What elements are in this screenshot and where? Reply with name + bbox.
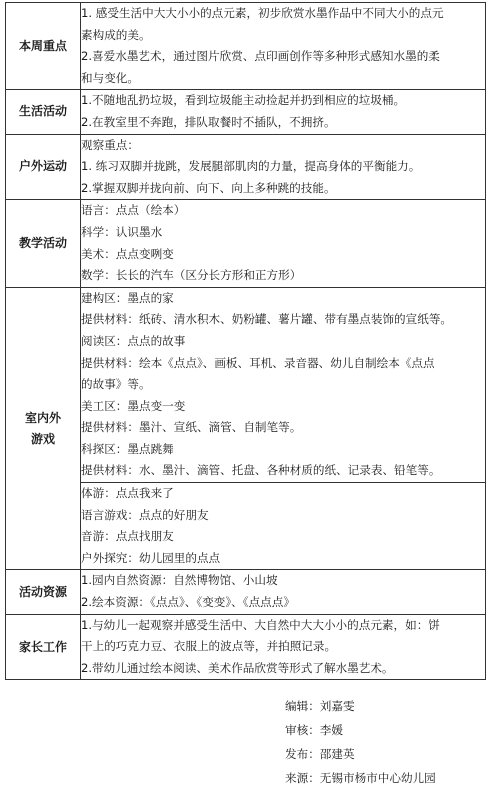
content-outdoor-sports: [81, 134, 486, 200]
content-parent-work: [81, 614, 486, 680]
focus-line-2: 素构成的美。: [81, 27, 151, 42]
resources-line-1: 1.园内自然资源：自然博物馆、小山坡: [81, 573, 278, 588]
content-teaching-activities: [81, 200, 486, 287]
focus-line-4: 和与变化。: [81, 70, 139, 85]
row-weekly-focus: [6, 3, 486, 90]
life-line-1: 1.不随地乱扔垃圾，看到垃圾能主动捡起并扔到相应的垃圾桶。: [81, 93, 406, 108]
parents-line-1: 1.与幼儿一起观察并感受生活中、大自然中大大小小的点元素，如：饼: [81, 617, 440, 632]
weekly-plan-table: [5, 2, 486, 680]
row-outdoor-sports: [6, 134, 486, 200]
row-activity-resources: [6, 570, 486, 614]
row-teaching-activities: [6, 200, 486, 287]
label-life-activities: 生活活动: [6, 90, 81, 134]
content-weekly-focus: [81, 3, 486, 90]
content-indoor-games: [81, 287, 486, 482]
outdoor-line-1: 观察重点：: [81, 137, 139, 152]
outdoor-game-line-2: 语言游戏：点点的好朋友: [81, 507, 209, 522]
label-games: [6, 287, 81, 570]
resources-line-2: 2.绘本资源：《点点》、《变变》、《点点点》: [81, 595, 295, 610]
label-games-line-2: 游戏: [30, 431, 55, 446]
content-life-activities: [81, 90, 486, 134]
credits-footer: [285, 694, 436, 790]
teaching-line-4: 数学：长长的汽车（区分长方形和正方形）: [81, 268, 302, 283]
credit-publisher: 发布：邵建英: [285, 747, 355, 761]
parents-line-3: 2.带幼儿通过绘本阅读、美术作品欣赏等形式了解水墨艺术。: [81, 660, 394, 675]
row-parent-work: [6, 614, 486, 680]
credit-reviewer: 审核：李媛: [285, 723, 343, 737]
outdoor-game-line-3: 音游：点点找朋友: [81, 529, 174, 544]
outdoor-line-2: 1. 练习双脚并拢跳，发展腿部肌肉的力量，提高身体的平衡能力。: [81, 159, 421, 174]
row-games-indoor: [6, 287, 486, 482]
outdoor-line-3: 2.掌握双脚并拢向前、向下、向上多种跳的技能。: [81, 180, 336, 195]
label-activity-resources: 活动资源: [6, 570, 81, 614]
indoor-line-1: 建构区：墨点的家: [81, 290, 174, 305]
indoor-line-3: 阅读区：点点的故事: [81, 333, 186, 348]
content-activity-resources: [81, 570, 486, 614]
label-teaching-activities: 教学活动: [6, 200, 81, 287]
teaching-line-1: 语言：点点（绘本）: [81, 203, 186, 218]
indoor-line-9: 提供材料：水、墨汁、滴管、托盘、各种材质的纸、记录表、铅笔等。: [81, 463, 441, 478]
outdoor-game-line-4: 户外探究：幼儿园里的点点: [81, 550, 221, 565]
row-life-activities: [6, 90, 486, 134]
indoor-line-4: 提供材料：绘本《点点》、画板、耳机、录音器、幼儿自制绘本《点点: [81, 355, 435, 370]
indoor-line-7: 提供材料：墨汁、宣纸、滴管、自制笔等。: [81, 420, 302, 435]
outdoor-game-line-1: 体游：点点我来了: [81, 486, 174, 501]
indoor-line-8: 科探区：墨点跳舞: [81, 441, 174, 456]
label-outdoor-sports: 户外运动: [6, 134, 81, 200]
indoor-line-2: 提供材料：纸砖、清水积木、奶粉罐、薯片罐、带有墨点装饰的宣纸等。: [81, 312, 453, 327]
teaching-line-3: 美术：点点变咧变: [81, 246, 174, 261]
focus-line-3: 2.喜爱水墨艺术，通过图片欣赏、点印画创作等多种形式感知水墨的柔: [81, 49, 440, 64]
label-games-line-1: 室内外: [24, 410, 61, 425]
credit-source: 来源：无锡市杨市中心幼儿园: [285, 771, 436, 785]
indoor-line-5: 的故事》等。: [81, 377, 151, 392]
label-parent-work: 家长工作: [6, 614, 81, 680]
label-weekly-focus: 本周重点: [6, 3, 81, 90]
parents-line-2: 干上的巧克力豆、衣服上的波点等，并拍照记录。: [81, 639, 337, 654]
indoor-line-6: 美工区：墨点变一变: [81, 398, 186, 413]
focus-line-1: 1. 感受生活中大大小小的点元素，初步欣赏水墨作品中不同大小的点元: [81, 6, 444, 20]
content-outdoor-games: [81, 483, 486, 570]
credit-editor: 编辑：刘嘉雯: [285, 699, 355, 713]
teaching-line-2: 科学：认识墨水: [81, 224, 163, 239]
life-line-2: 2.在教室里不奔跑，排队取餐时不插队，不拥挤。: [81, 114, 336, 129]
